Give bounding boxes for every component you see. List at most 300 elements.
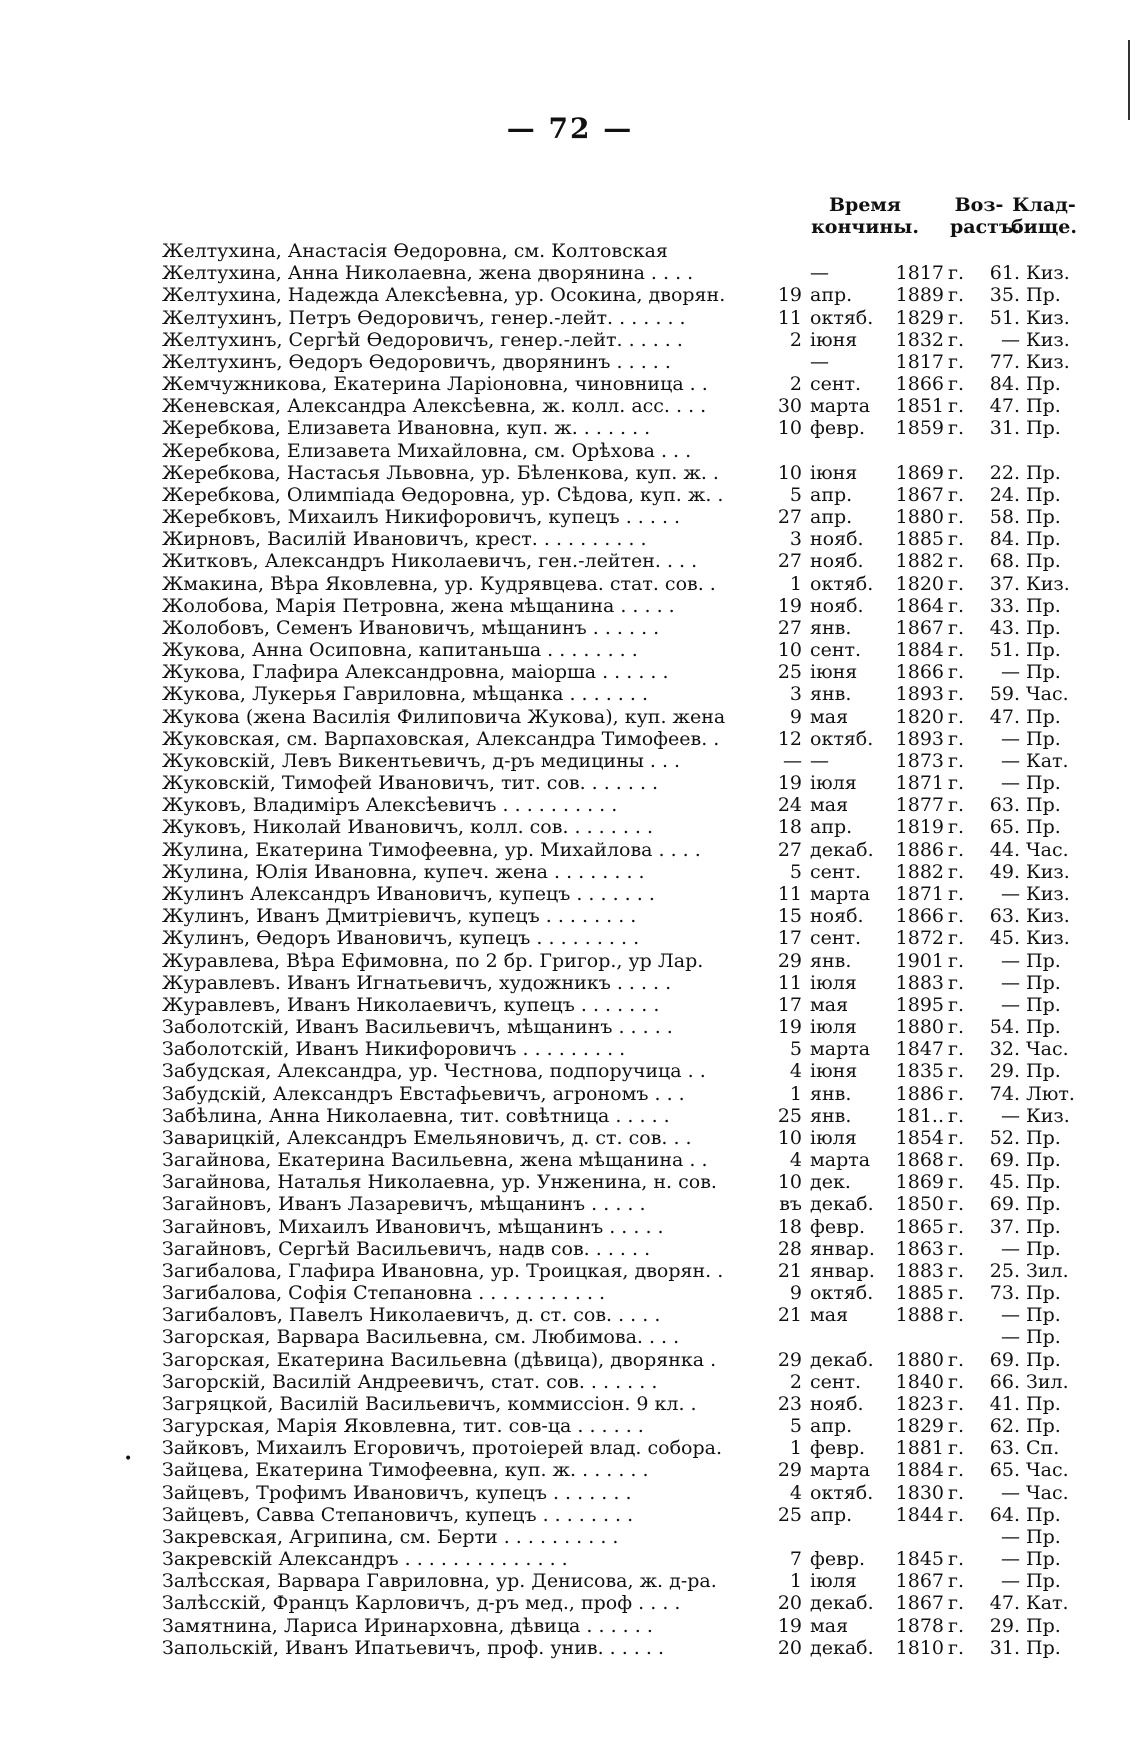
death-day: 1 xyxy=(789,572,802,595)
death-month: февр. xyxy=(810,417,866,440)
register-entry xyxy=(162,1570,1092,1592)
cemetery-value: Киз. xyxy=(1026,350,1070,373)
death-day: 3 xyxy=(789,683,802,706)
age-value: 73. xyxy=(989,1282,1020,1305)
cemetery-value: Пр. xyxy=(1026,550,1061,573)
year-suffix: г. xyxy=(948,971,964,994)
death-year: 1882 xyxy=(895,550,944,573)
entry-name: Заварицкій, Александръ Емельяновичъ, д. ст. сов. . . xyxy=(162,1126,692,1149)
year-suffix: г. xyxy=(948,417,964,440)
entry-name: Залѣсская, Варвара Гавриловна, ур. Денисова, ж. д-ра. xyxy=(162,1570,717,1593)
death-month: октяб. xyxy=(810,306,874,329)
age-value: — xyxy=(1001,993,1020,1016)
death-day: 21 xyxy=(777,1304,802,1327)
death-year: 1881 xyxy=(895,1437,944,1460)
age-value: 63. xyxy=(989,905,1020,928)
death-day: 27 xyxy=(777,550,802,573)
age-value: — xyxy=(1001,1104,1020,1127)
cemetery-value: Кат. xyxy=(1026,749,1069,772)
death-year: 1817 xyxy=(895,350,944,373)
death-month: декаб. xyxy=(810,1636,874,1659)
entry-name: Жеребкова, Олимпіада Өедоровна, ур. Сѣдова, куп. ж. . xyxy=(162,483,724,506)
death-year: 1847 xyxy=(895,1038,944,1061)
register-entry xyxy=(162,728,1092,750)
death-year: 1869 xyxy=(895,1171,944,1194)
death-day: 2 xyxy=(789,1370,802,1393)
death-year: 1877 xyxy=(895,794,944,817)
age-value: 74. xyxy=(989,1082,1020,1105)
register-entry xyxy=(162,1482,1092,1504)
cemetery-value: Пр. xyxy=(1026,727,1061,750)
entry-name: Загайновъ, Михаилъ Ивановичъ, мѣщанинъ . . . . . xyxy=(162,1215,664,1238)
death-month: іюля xyxy=(810,971,857,994)
death-month: дек. xyxy=(810,1171,851,1194)
entry-name: Заболотскій, Иванъ Васильевичъ, мѣщанинъ . . . . . xyxy=(162,1016,673,1039)
age-value: 65. xyxy=(989,1459,1020,1482)
cemetery-value: Пр. xyxy=(1026,794,1061,817)
register-entry xyxy=(162,528,1092,550)
register-entry xyxy=(162,1216,1092,1238)
death-year: 1882 xyxy=(895,860,944,883)
register-entry xyxy=(162,1393,1092,1415)
age-value: 35. xyxy=(989,284,1020,307)
register-entry xyxy=(162,1371,1092,1393)
cemetery-value: Зил. xyxy=(1026,1259,1069,1282)
year-suffix: г. xyxy=(948,1259,964,1282)
death-day: 29 xyxy=(777,949,802,972)
cemetery-value: Пр. xyxy=(1026,772,1061,795)
death-year: 1889 xyxy=(895,284,944,307)
register-entry xyxy=(162,1016,1092,1038)
cemetery-value: Киз. xyxy=(1026,306,1070,329)
page-number: — 72 — xyxy=(506,112,634,145)
death-month: апр. xyxy=(810,1415,853,1438)
death-month: марта xyxy=(810,1459,871,1482)
year-suffix: г. xyxy=(948,306,964,329)
death-month: нояб. xyxy=(810,528,864,551)
death-year: 1829 xyxy=(895,1415,944,1438)
register-entry xyxy=(162,373,1092,395)
death-month: іюля xyxy=(810,1016,857,1039)
year-suffix: г. xyxy=(948,1171,964,1194)
cemetery-value: Пр. xyxy=(1026,1326,1061,1349)
register-entry xyxy=(162,484,1092,506)
entry-name: Жуковскій, Тимофей Ивановичъ, тит. сов. . . . . . . xyxy=(162,772,659,795)
death-month: октяб. xyxy=(810,1481,874,1504)
death-month: марта xyxy=(810,1038,871,1061)
death-year: 1886 xyxy=(895,838,944,861)
year-suffix: г. xyxy=(948,1548,964,1571)
age-value: 47. xyxy=(989,395,1020,418)
death-day: 30 xyxy=(777,395,802,418)
death-year: 1872 xyxy=(895,927,944,950)
death-day: 18 xyxy=(777,816,802,839)
death-year: 1830 xyxy=(895,1481,944,1504)
cemetery-value: Пр. xyxy=(1026,1392,1061,1415)
death-month: янв. xyxy=(810,1082,852,1105)
age-value: — xyxy=(1001,1570,1020,1593)
age-value: 51. xyxy=(989,639,1020,662)
year-suffix: г. xyxy=(948,1614,964,1637)
register-entry xyxy=(162,1193,1092,1215)
entry-name: Жукова, Глафира Александровна, маіорша . . . . . . xyxy=(162,661,669,684)
entry-name: Жукова (жена Василія Филиповича Жукова), куп. жена xyxy=(162,705,726,728)
death-month: нояб. xyxy=(810,594,864,617)
death-month: марта xyxy=(810,882,871,905)
entry-name: Жуковскій, Левъ Викентьевичъ, д-ръ медицины . . . xyxy=(162,749,681,772)
death-month: — xyxy=(810,262,829,285)
cemetery-value: Пр. xyxy=(1026,993,1061,1016)
death-day: 25 xyxy=(777,1104,802,1127)
death-year: 1829 xyxy=(895,306,944,329)
year-suffix: г. xyxy=(948,1392,964,1415)
age-value: 37. xyxy=(989,1215,1020,1238)
death-day: 17 xyxy=(777,993,802,1016)
entry-name: Желтухина, Анна Николаевна, жена дворянина . . . . xyxy=(162,262,694,285)
age-value: 33. xyxy=(989,594,1020,617)
death-day: 12 xyxy=(777,727,802,750)
year-suffix: г. xyxy=(948,949,964,972)
death-year: 1835 xyxy=(895,1060,944,1083)
entry-name: Журавлевъ, Иванъ Николаевичъ, купецъ . . . . . . . xyxy=(162,993,660,1016)
register-entry xyxy=(162,772,1092,794)
register-entry xyxy=(162,1548,1092,1570)
register-entry xyxy=(162,1615,1092,1637)
cemetery-value: Киз. xyxy=(1026,262,1070,285)
death-day: 2 xyxy=(789,373,802,396)
death-day: 19 xyxy=(777,284,802,307)
death-day: 7 xyxy=(789,1548,802,1571)
year-suffix: г. xyxy=(948,483,964,506)
death-month: декаб. xyxy=(810,1592,874,1615)
year-suffix: г. xyxy=(948,1016,964,1039)
register-entry xyxy=(162,950,1092,972)
year-suffix: г. xyxy=(948,749,964,772)
register-entry xyxy=(162,861,1092,883)
age-value: 29. xyxy=(989,1614,1020,1637)
year-suffix: г. xyxy=(948,1193,964,1216)
register-entry xyxy=(162,1326,1092,1348)
death-year: 1878 xyxy=(895,1614,944,1637)
death-day: 10 xyxy=(777,639,802,662)
death-year: 1867 xyxy=(895,616,944,639)
death-year: 1810 xyxy=(895,1636,944,1659)
death-month: іюня xyxy=(810,661,858,684)
age-value: — xyxy=(1001,1237,1020,1260)
margin-rule xyxy=(1128,40,1130,120)
year-suffix: г. xyxy=(948,1038,964,1061)
cemetery-value: Пр. xyxy=(1026,816,1061,839)
age-value: 52. xyxy=(989,1126,1020,1149)
death-day: 4 xyxy=(789,1149,802,1172)
death-year: 1864 xyxy=(895,594,944,617)
death-day: 5 xyxy=(789,1038,802,1061)
year-suffix: г. xyxy=(948,395,964,418)
year-suffix: г. xyxy=(948,1237,964,1260)
death-year: 1859 xyxy=(895,417,944,440)
year-suffix: г. xyxy=(948,1082,964,1105)
death-month: — xyxy=(810,350,829,373)
cemetery-value: Пр. xyxy=(1026,1636,1061,1659)
death-month: нояб. xyxy=(810,550,864,573)
column-header-time: Время кончины. xyxy=(811,194,919,238)
entry-name: Жеребкова, Настасья Львовна, ур. Бѣленкова, куп. ж. . xyxy=(162,461,719,484)
death-month: декаб. xyxy=(810,1348,874,1371)
age-value: — xyxy=(1001,661,1020,684)
year-suffix: г. xyxy=(948,727,964,750)
year-suffix: г. xyxy=(948,1415,964,1438)
year-suffix: г. xyxy=(948,1104,964,1127)
entry-name: Жемчужникова, Екатерина Ларіоновна, чиновница . . xyxy=(162,373,708,396)
register-entry xyxy=(162,617,1092,639)
register-entry xyxy=(162,1282,1092,1304)
death-year: 1873 xyxy=(895,749,944,772)
death-day: 15 xyxy=(777,905,802,928)
year-suffix: г. xyxy=(948,639,964,662)
entry-name: Жуковъ, Владиміръ Алексѣевичъ . . . . . . . . . . xyxy=(162,794,618,817)
death-year: 1867 xyxy=(895,483,944,506)
year-suffix: г. xyxy=(948,1126,964,1149)
death-month: октяб. xyxy=(810,572,874,595)
age-value: — xyxy=(1001,1304,1020,1327)
death-month: янв. xyxy=(810,1104,852,1127)
cemetery-value: Пр. xyxy=(1026,1614,1061,1637)
cemetery-value: Пр. xyxy=(1026,284,1061,307)
death-year: 1866 xyxy=(895,661,944,684)
register-entry xyxy=(162,1504,1092,1526)
register-entry xyxy=(162,706,1092,728)
entry-name: Загайнова, Наталья Николаевна, ур. Унженина, н. сов. xyxy=(162,1171,717,1194)
entry-name: Запольскій, Иванъ Ипатьевичъ, проф. унив. . . . . . xyxy=(162,1636,665,1659)
age-value: 59. xyxy=(989,683,1020,706)
death-day: 1 xyxy=(789,1082,802,1105)
year-suffix: г. xyxy=(948,262,964,285)
register-entry xyxy=(162,905,1092,927)
age-value: 37. xyxy=(989,572,1020,595)
death-month: — xyxy=(810,749,829,772)
death-month: апр. xyxy=(810,1503,853,1526)
age-value: — xyxy=(1001,1481,1020,1504)
entry-name: Жеребкова, Елизавета Михайловна, см. Орѣхова . . . xyxy=(162,439,692,462)
register-entry xyxy=(162,262,1092,284)
death-month: мая xyxy=(810,993,849,1016)
register-entry xyxy=(162,1238,1092,1260)
entry-name: Закревскій Александръ . . . . . . . . . . . . . . xyxy=(162,1548,568,1571)
register-entry xyxy=(162,661,1092,683)
year-suffix: г. xyxy=(948,616,964,639)
year-suffix: г. xyxy=(948,1060,964,1083)
year-suffix: г. xyxy=(948,1437,964,1460)
age-value: 69. xyxy=(989,1193,1020,1216)
cemetery-value: Час. xyxy=(1026,838,1069,861)
death-day: — xyxy=(783,749,802,772)
entry-name: Загибаловъ, Павелъ Николаевичъ, д. ст. сов. . . . . xyxy=(162,1304,661,1327)
death-month: марта xyxy=(810,395,871,418)
age-value: 22. xyxy=(989,461,1020,484)
death-year: 1866 xyxy=(895,373,944,396)
age-value: 32. xyxy=(989,1038,1020,1061)
year-suffix: г. xyxy=(948,328,964,351)
death-year: 1884 xyxy=(895,1459,944,1482)
death-day: 24 xyxy=(777,794,802,817)
entry-name: Желтухинъ, Сергѣй Өедоровичъ, генер.-лейт. . . . . . xyxy=(162,328,683,351)
register-entry xyxy=(162,816,1092,838)
death-month: декаб. xyxy=(810,838,874,861)
cemetery-value: Пр. xyxy=(1026,1016,1061,1039)
entry-name: Замятнина, Лариса Иринарховна, дѣвица . . . . . . xyxy=(162,1614,653,1637)
entry-name: Жукова, Лукерья Гавриловна, мѣщанка . . . . . . . xyxy=(162,683,648,706)
cemetery-value: Пр. xyxy=(1026,1193,1061,1216)
year-suffix: г. xyxy=(948,1459,964,1482)
register-entry xyxy=(162,573,1092,595)
age-value: 47. xyxy=(989,705,1020,728)
entry-name: Жулинъ, Иванъ Дмитріевичъ, купецъ . . . . . . . . xyxy=(162,905,637,928)
cemetery-value: Пр. xyxy=(1026,395,1061,418)
death-day: 5 xyxy=(789,860,802,883)
death-month: мая xyxy=(810,794,849,817)
year-suffix: г. xyxy=(948,1149,964,1172)
register-entry xyxy=(162,1105,1092,1127)
death-month: апр. xyxy=(810,816,853,839)
register-entry xyxy=(162,1349,1092,1371)
cemetery-value: Пр. xyxy=(1026,1525,1061,1548)
death-day: 29 xyxy=(777,1459,802,1482)
cemetery-value: Кат. xyxy=(1026,1592,1069,1615)
cemetery-value: Пр. xyxy=(1026,1149,1061,1172)
death-month: мая xyxy=(810,705,849,728)
year-suffix: г. xyxy=(948,794,964,817)
cemetery-value: Зил. xyxy=(1026,1370,1069,1393)
entry-name: Закревская, Агрипина, см. Берти . . . . . . . . . . xyxy=(162,1525,619,1548)
entry-name: Жолобовъ, Семенъ Ивановичъ, мѣщанинъ . . . . . . xyxy=(162,616,660,639)
year-suffix: г. xyxy=(948,1503,964,1526)
age-value: 69. xyxy=(989,1348,1020,1371)
register-entry xyxy=(162,1038,1092,1060)
entry-name: Загорская, Варвара Васильевна, см. Любимова. . . . xyxy=(162,1326,680,1349)
cemetery-value: Пр. xyxy=(1026,1415,1061,1438)
register-entry xyxy=(162,1637,1092,1659)
cemetery-value: Киз. xyxy=(1026,1104,1070,1127)
cemetery-value: Пр. xyxy=(1026,705,1061,728)
register-entry xyxy=(162,794,1092,816)
age-value: 54. xyxy=(989,1016,1020,1039)
age-value: 58. xyxy=(989,506,1020,529)
cemetery-value: Пр. xyxy=(1026,1282,1061,1305)
death-year: 1865 xyxy=(895,1215,944,1238)
register-entry xyxy=(162,972,1092,994)
year-suffix: г. xyxy=(948,1304,964,1327)
age-value: — xyxy=(1001,1525,1020,1548)
entry-name: Зайцева, Екатерина Тимофеевна, куп. ж. . . . . . . xyxy=(162,1459,649,1482)
entry-name: Зайцевъ, Савва Степановичъ, купецъ . . . . . . . . xyxy=(162,1503,634,1526)
register-entry xyxy=(162,1083,1092,1105)
entry-name: Загибалова, Софія Степановна . . . . . . . . . . . xyxy=(162,1282,606,1305)
register-entry xyxy=(162,639,1092,661)
death-day: 11 xyxy=(777,971,802,994)
age-value: 64. xyxy=(989,1503,1020,1526)
column-header-cemetery: Клад- бище. xyxy=(1010,194,1078,238)
register-entry xyxy=(162,307,1092,329)
death-month: февр. xyxy=(810,1548,866,1571)
entry-name: Забудская, Александра, ур. Честнова, подпоручица . . xyxy=(162,1060,706,1083)
register-entry xyxy=(162,1127,1092,1149)
year-suffix: г. xyxy=(948,550,964,573)
year-suffix: г. xyxy=(948,882,964,905)
age-value: 84. xyxy=(989,528,1020,551)
register-entry xyxy=(162,506,1092,528)
year-suffix: г. xyxy=(948,683,964,706)
death-day: 19 xyxy=(777,772,802,795)
register-entry xyxy=(162,1304,1092,1326)
cemetery-value: Час. xyxy=(1026,1481,1069,1504)
death-day: 10 xyxy=(777,461,802,484)
death-month: февр. xyxy=(810,1437,866,1460)
death-day: въ xyxy=(779,1193,802,1216)
cemetery-value: Пр. xyxy=(1026,639,1061,662)
age-value: 66. xyxy=(989,1370,1020,1393)
register-entry xyxy=(162,1459,1092,1481)
register-entry xyxy=(162,839,1092,861)
age-value: 45. xyxy=(989,927,1020,950)
age-value: 31. xyxy=(989,1636,1020,1659)
death-year: 1867 xyxy=(895,1570,944,1593)
column-header-age: Воз- растъ. xyxy=(950,194,1021,238)
cemetery-value: Час. xyxy=(1026,1459,1069,1482)
age-value: 24. xyxy=(989,483,1020,506)
death-day: 29 xyxy=(777,1348,802,1371)
year-suffix: г. xyxy=(948,816,964,839)
cemetery-value: Час. xyxy=(1026,1038,1069,1061)
death-day: 9 xyxy=(789,1282,802,1305)
death-year: 1819 xyxy=(895,816,944,839)
cemetery-value: Час. xyxy=(1026,683,1069,706)
death-year: 1885 xyxy=(895,528,944,551)
death-month: январ. xyxy=(810,1237,875,1260)
register-entry xyxy=(162,1060,1092,1082)
entry-name: Загорскій, Василій Андреевичъ, стат. сов. . . . . . . xyxy=(162,1370,658,1393)
age-value: 25. xyxy=(989,1259,1020,1282)
entry-name: Жмакина, Вѣра Яковлевна, ур. Кудрявцева. стат. сов. . xyxy=(162,572,716,595)
register-entry xyxy=(162,595,1092,617)
year-suffix: г. xyxy=(948,927,964,950)
death-month: сент. xyxy=(810,373,862,396)
death-day: 10 xyxy=(777,417,802,440)
death-month: апр. xyxy=(810,284,853,307)
register-entry xyxy=(162,550,1092,572)
register-entry xyxy=(162,1260,1092,1282)
cemetery-value: Пр. xyxy=(1026,661,1061,684)
entry-name: Зайковъ, Михаилъ Егоровичъ, протоіерей влад. собора. xyxy=(162,1437,722,1460)
death-month: іюня xyxy=(810,328,858,351)
death-day: 5 xyxy=(789,483,802,506)
cemetery-value: Пр. xyxy=(1026,1503,1061,1526)
death-year: 1883 xyxy=(895,971,944,994)
register-entry xyxy=(162,395,1092,417)
death-day: 19 xyxy=(777,594,802,617)
death-day: 5 xyxy=(789,1415,802,1438)
death-year: 1820 xyxy=(895,572,944,595)
death-month: октяб. xyxy=(810,1282,874,1305)
entry-name: Жирновъ, Василій Ивановичъ, крест. . . . . . . . . . xyxy=(162,528,647,551)
death-month: іюня xyxy=(810,461,858,484)
cemetery-value: Киз. xyxy=(1026,572,1070,595)
age-value: 65. xyxy=(989,816,1020,839)
cemetery-value: Сп. xyxy=(1026,1437,1060,1460)
cemetery-value: Пр. xyxy=(1026,1171,1061,1194)
register-entry xyxy=(162,1592,1092,1614)
death-year: 1871 xyxy=(895,882,944,905)
age-value: — xyxy=(1001,772,1020,795)
